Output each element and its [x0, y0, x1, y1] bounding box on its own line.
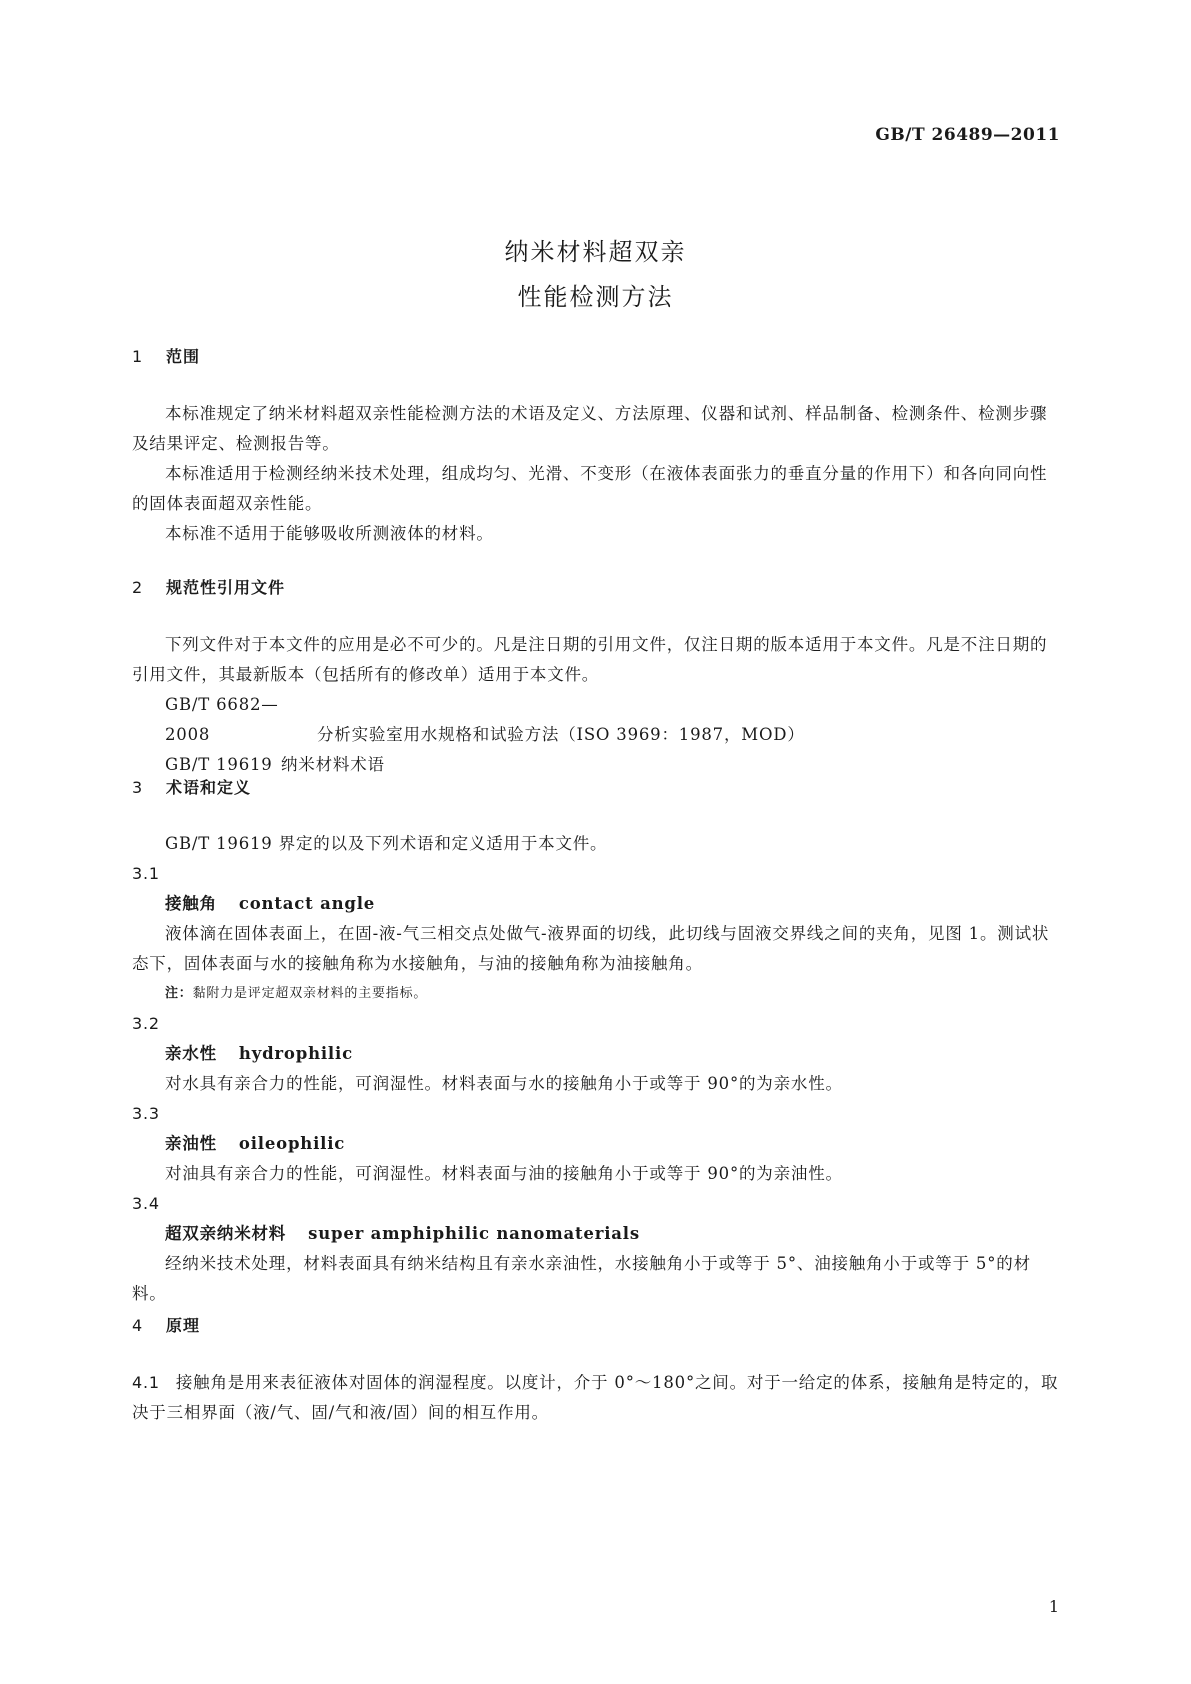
term-number: 3.2: [132, 1014, 160, 1033]
section-4-heading: 4 原理: [132, 1316, 201, 1335]
term-heading: 亲水性 hydrophilic: [165, 1044, 353, 1063]
terms-intro: GB/T 19619 界定的以及下列术语和定义适用于本文件。: [165, 834, 608, 853]
term-definition: 对水具有亲合力的性能，可润湿性。材料表面与水的接触角小于或等于 90°的为亲水性。: [165, 1074, 843, 1093]
scope-paragraph-2: 本标准适用于检测经纳米技术处理，组成均匀、光滑、不变形（在液体表面张力的垂直分量的作用下）和各向同向性的固体表面超双亲性能。: [132, 464, 1048, 513]
title-line-2: 性能检测方法: [517, 283, 674, 311]
section-2-heading: 2 规范性引用文件: [132, 578, 286, 597]
section-2-body: [132, 630, 1062, 780]
term-definition: 对油具有亲合力的性能，可润湿性。材料表面与油的接触角小于或等于 90°的为亲油性。: [165, 1164, 843, 1183]
term-heading: 超双亲纳米材料 super amphiphilic nanomaterials: [165, 1224, 640, 1243]
term-note: 注：黏附力是评定超双亲材料的主要指标。: [165, 986, 428, 1001]
term-heading: 亲油性 oileophilic: [165, 1134, 346, 1153]
section-4-body: [132, 1368, 1062, 1428]
scope-paragraph-1: 本标准规定了纳米材料超双亲性能检测方法的术语及定义、方法原理、仪器和试剂、样品制备、检测条件、检测步骤及结果评定、检测报告等。: [132, 404, 1048, 453]
section-3-heading: 3 术语和定义: [132, 778, 252, 797]
title-line-1: 纳米材料超双亲: [504, 238, 687, 266]
term-heading: 接触角 contact angle: [165, 894, 376, 913]
reference-item: GB/T 6682—2008 分析实验室用水规格和试验方法（ISO 3969：1987，MOD）: [165, 695, 805, 744]
clause-4-1: 4.1 接触角是用来表征液体对固体的润湿程度。以度计，介于 0°～180°之间。对于一给定的体系，接触角是特定的，取决于三相界面（液/气、固/气和液/固）间的相互作用。: [132, 1373, 1059, 1422]
term-number: 3.3: [132, 1104, 160, 1123]
section-3-body: [132, 829, 1062, 1309]
references-intro: 下列文件对于本文件的应用是必不可少的。凡是注日期的引用文件，仅注日期的版本适用于本文件。凡是不注日期的引用文件，其最新版本（包括所有的修改单）适用于本文件。: [132, 635, 1048, 684]
term-number: 3.1: [132, 864, 160, 883]
reference-item: GB/T 19619 纳米材料术语: [165, 755, 385, 774]
section-1-body: [132, 399, 1062, 549]
standard-code: GB/T 26489—2011: [875, 125, 1060, 145]
scope-paragraph-3: 本标准不适用于能够吸收所测液体的材料。: [165, 524, 494, 543]
page-number: 1: [1048, 1597, 1059, 1616]
section-1-heading: 1 范围: [132, 347, 201, 366]
term-definition: 经纳米技术处理，材料表面具有纳米结构且有亲水亲油性，水接触角小于或等于 5°、油接触角小于或等于 5°的材料。: [132, 1254, 1031, 1303]
term-definition: 液体滴在固体表面上，在固-液-气三相交点处做气-液界面的切线，此切线与固液交界线之间的夹角，见图 1。测试状态下，固体表面与水的接触角称为水接触角，与油的接触角称为油接触角。: [132, 924, 1050, 973]
term-number: 3.4: [132, 1194, 160, 1213]
